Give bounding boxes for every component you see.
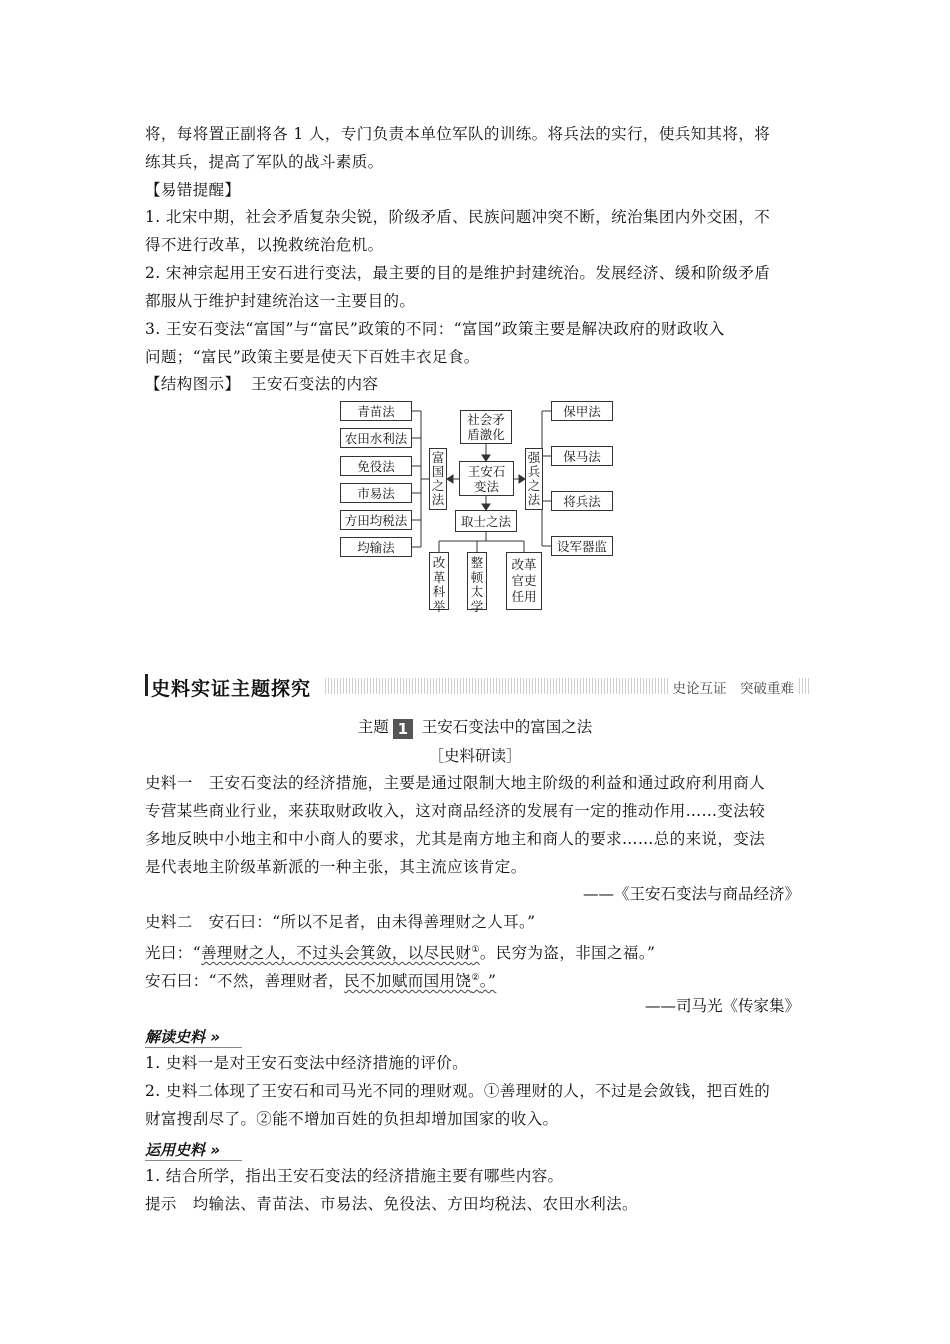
banner-title: 史料实证主题探究: [151, 678, 312, 700]
box-zhengdun-taixue: [467, 552, 487, 614]
topic-heading: [0, 717, 950, 739]
fuguo-char-3: 之: [431, 478, 445, 493]
source2-line-2-underlined: [201, 944, 480, 962]
mistakes-heading: 【易错提醒】: [145, 181, 241, 199]
qiangbing-char-2: 兵: [527, 464, 541, 479]
box-fuguo: [429, 448, 447, 510]
right-item-baoma: 保马法: [551, 446, 613, 466]
apply-line-2: 提示 均输法、青苗法、市易法、免役法、方田均税法、农田水利法。: [145, 1195, 638, 1213]
box-social-conflict: [460, 410, 512, 444]
mistake-2-line-1: 2. 宋神宗起用王安石进行变法，最主要的目的是维护封建统治。发展经济、缓和阶级矛盾: [145, 264, 771, 282]
source2-line-2-a: 光曰：“: [145, 944, 202, 963]
left-item-fangtian: 方田均税法: [340, 510, 412, 530]
qiangbing-char-4: 法: [527, 492, 541, 507]
double-chevron-icon: »: [210, 1028, 220, 1046]
guanli-line-3: 任用: [511, 589, 537, 604]
source1-line-1: 史料一 王安石变法的经济措施，主要是通过限制大地主阶级的利益和通过政府利用商人: [145, 774, 766, 792]
interpret-tag-rule: [145, 1047, 242, 1048]
social-conflict-line-2: 盾激化: [467, 427, 505, 442]
section-banner: [145, 672, 810, 700]
source2-citation: ——司马光《传家集》: [644, 997, 800, 1015]
box-guanli-renyong: [506, 552, 542, 610]
mistake-3-line-1: 3. 王安石变法“富国”与“富民”政策的不同：“富国”政策主要是解决政府的财政收入: [145, 320, 725, 338]
right-item-junqijian: 设军器监: [551, 536, 613, 556]
qiangbing-char-3: 之: [527, 478, 541, 493]
fuguo-char-2: 国: [431, 464, 445, 479]
taixue-char-4: 学: [470, 598, 484, 614]
source2-line-3-c: 。”: [479, 972, 497, 991]
box-qiangbing: [525, 448, 543, 510]
box-reform-center: [459, 461, 514, 496]
footnote-mark-1: ①: [471, 945, 480, 955]
right-item-baojia: 保甲法: [551, 401, 613, 421]
apply-tag-label: 运用史料: [145, 1141, 206, 1159]
apply-tag-rule: [145, 1160, 242, 1161]
keju-char-2: 革: [432, 569, 446, 585]
source2-line-3-a: 安石曰：“不然，善理财者，: [145, 972, 345, 991]
topic-prefix: 主题: [357, 718, 389, 736]
source2-line-3-b: 民不加赋而国用饶: [344, 972, 472, 991]
center-line-2: 变法: [473, 478, 499, 494]
center-line-1: 王安石: [467, 463, 506, 479]
left-item-nongtian: 农田水利法: [340, 428, 412, 448]
fuguo-char-4: 法: [431, 492, 445, 507]
structure-heading: [145, 374, 378, 394]
topic-title: 王安石变法中的富国之法: [421, 718, 593, 736]
mistake-1-line-2: 得不进行改革，以挽救统治危机。: [145, 236, 384, 254]
topic-subheading: ［史料研读］: [428, 747, 522, 765]
source1-citation: ——《王安石变法与商品经济》: [582, 885, 800, 903]
banner-right-label: 史论互证 突破重难: [669, 677, 799, 697]
keju-char-4: 举: [432, 598, 446, 614]
keju-char-3: 科: [432, 584, 446, 599]
footnote-mark-2: ②: [471, 973, 480, 983]
left-item-shiyi: 市易法: [340, 483, 412, 503]
interpret-line-3: 财富搜刮尽了。②能不增加百姓的负担却增加国家的收入。: [145, 1110, 559, 1128]
guanli-line-2: 官吏: [511, 573, 537, 588]
left-item-qingmiao: 青苗法: [340, 401, 412, 421]
mistake-3-line-2: 问题；“富民”政策主要是使天下百姓丰衣足食。: [145, 348, 480, 366]
source2-line-2: [145, 940, 655, 963]
keju-char-1: 改: [432, 555, 446, 570]
apply-line-1: 1. 结合所学，指出王安石变法的经济措施主要有哪些内容。: [145, 1167, 564, 1185]
source2-line-3: [145, 968, 496, 991]
box-gaige-keju: [429, 552, 449, 614]
source2-line-2-c: 。民穷为盗，非国之福。”: [479, 944, 656, 963]
interpret-tag: [145, 1026, 220, 1047]
source2-line-3-underlined: [344, 972, 496, 990]
banner-bar: [145, 674, 148, 696]
taixue-char-3: 太: [470, 584, 484, 599]
right-item-jiangbing: 将兵法: [551, 491, 613, 511]
fuguo-char-1: 富: [431, 450, 445, 465]
left-item-mianyi: 免役法: [340, 456, 412, 476]
topic-number-badge: 1: [393, 719, 413, 739]
apply-tag: [145, 1139, 220, 1160]
intro-line-2: 练其兵，提高了军队的战斗素质。: [145, 153, 384, 171]
mistake-1-line-1: 1. 北宋中期，社会矛盾复杂尖锐，阶级矛盾、民族问题冲突不断，统治集团内外交困，不: [145, 208, 771, 226]
left-item-junshu: 均输法: [340, 537, 412, 557]
source1-line-3: 多地反映中小地主和中小商人的要求，尤其是南方地主和商人的要求……总的来说，变法: [145, 830, 766, 848]
double-chevron-icon: »: [210, 1141, 220, 1159]
interpret-tag-label: 解读史料: [145, 1028, 206, 1046]
source1-line-2: 专营某些商业行业，来获取财政收入，这对商品经济的发展有一定的推动作用……变法较: [145, 802, 766, 820]
diagram-connectors: [0, 0, 950, 620]
source2-line-2-b: 善理财之人，不过头会箕敛，以尽民财: [201, 944, 472, 963]
interpret-line-2: 2. 史料二体现了王安石和司马光不同的理财观。①善理财的人，不过是会敛钱，把百姓的: [145, 1082, 771, 1100]
guanli-line-1: 改革: [511, 557, 537, 572]
source2-line-1: 史料二 安石曰：“所以不足者，由未得善理财之人耳。”: [145, 913, 536, 931]
source1-line-4: 是代表地主阶级革新派的一种主张，其主流应该肯定。: [145, 858, 527, 876]
intro-line-1: 将，每将置正副将各 1 人，专门负责本单位军队的训练。将兵法的实行，使兵知其将，将: [145, 125, 771, 143]
structure-heading-label: 【结构图示】: [145, 375, 241, 393]
structure-subtitle: 王安石变法的内容: [251, 375, 379, 393]
mistake-2-line-2: 都服从于维护封建统治这一主要目的。: [145, 292, 416, 310]
interpret-line-1: 1. 史料一是对王安石变法中经济措施的评价。: [145, 1054, 469, 1072]
qiangbing-char-1: 强: [527, 450, 541, 465]
social-conflict-line-1: 社会矛: [467, 412, 505, 427]
taixue-char-2: 顿: [470, 569, 484, 585]
taixue-char-1: 整: [470, 555, 484, 570]
box-qushi: 取士之法: [455, 510, 517, 532]
